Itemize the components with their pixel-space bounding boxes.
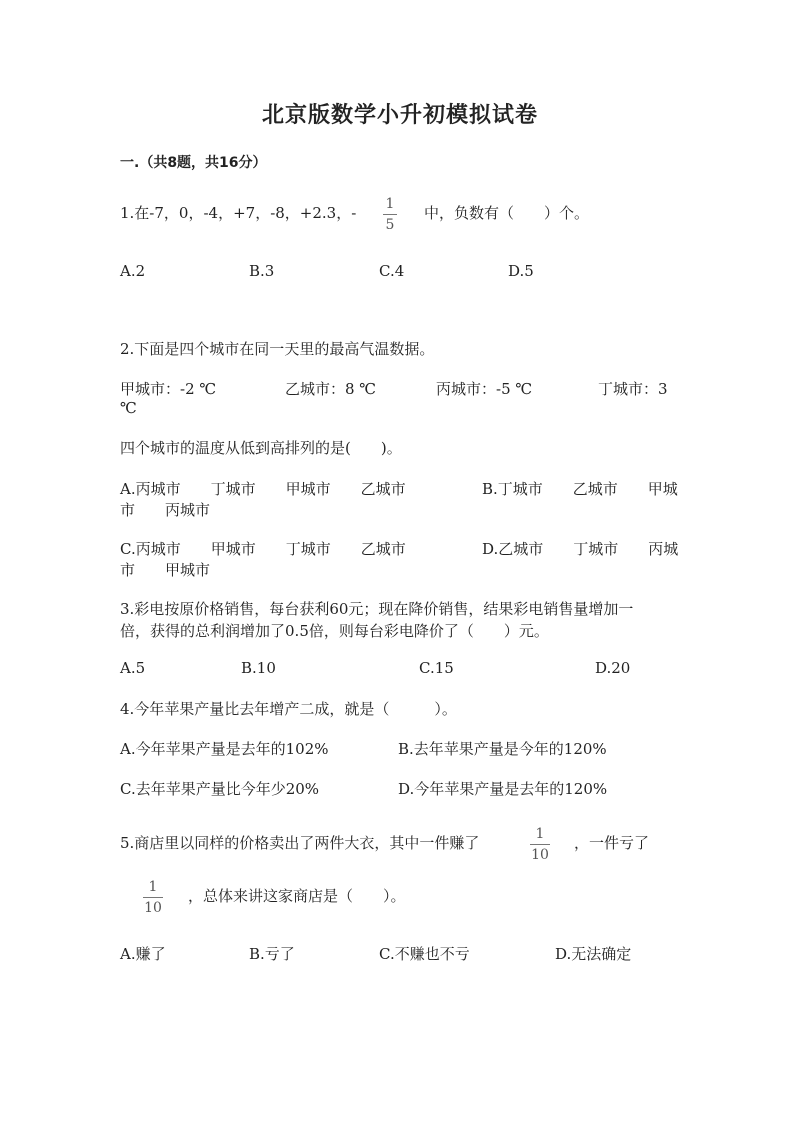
q5-part-3: ，总体来讲这家商店是（ ）。 <box>188 887 406 905</box>
q3-option-a[interactable]: A.5 <box>120 659 146 677</box>
q4-option-d[interactable]: D.今年苹果产量是去年的120% <box>398 780 608 798</box>
q1-text-after: 中，负数有（ ）个。 <box>424 204 590 222</box>
q1-fraction <box>383 196 397 233</box>
q5-option-a[interactable]: A.赚了 <box>120 945 166 963</box>
q2-option-b-wrap: 市 丙城市 <box>120 501 211 519</box>
q2-city-ding: 丁城市：3 <box>598 380 668 398</box>
q1-option-c[interactable]: C.4 <box>379 262 405 280</box>
q3-option-c[interactable]: C.15 <box>419 659 454 677</box>
q2-option-c[interactable]: C.丙城市 甲城市 丁城市 乙城市 <box>120 540 406 558</box>
section-heading: 一.（共8题，共16分） <box>120 155 267 171</box>
q4-stem: 4.今年苹果产量比去年增产二成，就是（ ）。 <box>120 700 457 718</box>
q2-stem: 2.下面是四个城市在同一天里的最高气温数据。 <box>120 340 435 358</box>
q3-option-d[interactable]: D.20 <box>595 659 631 677</box>
q5-fraction-2 <box>143 879 163 916</box>
q5-fraction-1 <box>530 826 550 863</box>
q2-option-b[interactable]: B.丁城市 乙城市 甲城 <box>482 480 678 498</box>
fraction-numerator: 1 <box>535 826 545 842</box>
q5-part-2: ，一件亏了 <box>574 834 650 852</box>
q1-option-a[interactable]: A.2 <box>120 262 146 280</box>
q2-option-d[interactable]: D.乙城市 丁城市 丙城 <box>482 540 679 558</box>
q5-option-c[interactable]: C.不赚也不亏 <box>379 945 470 963</box>
fraction-numerator: 1 <box>385 196 395 212</box>
q4-option-b[interactable]: B.去年苹果产量是今年的120% <box>398 740 607 758</box>
fraction-bar <box>143 897 163 898</box>
fraction-denominator: 10 <box>144 900 162 916</box>
q2-city-ding-unit: ℃ <box>120 399 137 417</box>
q2-question: 四个城市的温度从低到高排列的是( )。 <box>120 439 402 457</box>
q1-option-d[interactable]: D.5 <box>508 262 534 280</box>
q2-city-bing: 丙城市：-5 ℃ <box>436 380 533 398</box>
q5-option-b[interactable]: B.亏了 <box>249 945 295 963</box>
q4-option-c[interactable]: C.去年苹果产量比今年少20% <box>120 780 320 798</box>
q2-city-yi: 乙城市：8 ℃ <box>285 380 377 398</box>
q4-option-a[interactable]: A.今年苹果产量是去年的102% <box>120 740 329 758</box>
q3-line-2: 倍，获得的总利润增加了0.5倍，则每台彩电降价了（ ）元。 <box>120 622 549 640</box>
q2-option-d-wrap: 市 甲城市 <box>120 561 211 579</box>
q2-city-jia: 甲城市：-2 ℃ <box>120 380 217 398</box>
fraction-bar <box>383 214 397 215</box>
q1-option-b[interactable]: B.3 <box>249 262 275 280</box>
q5-part-1: 5.商店里以同样的价格卖出了两件大衣，其中一件赚了 <box>120 834 480 852</box>
q3-option-b[interactable]: B.10 <box>241 659 276 677</box>
q5-option-d[interactable]: D.无法确定 <box>555 945 632 963</box>
q3-line-1: 3.彩电按原价格销售，每台获利60元；现在降价销售，结果彩电销售量增加一 <box>120 600 634 618</box>
fraction-bar <box>530 844 550 845</box>
fraction-numerator: 1 <box>148 879 158 895</box>
q2-option-a[interactable]: A.丙城市 丁城市 甲城市 乙城市 <box>120 480 406 498</box>
fraction-denominator: 10 <box>531 847 549 863</box>
page-title: 北京版数学小升初模拟试卷 <box>261 103 538 128</box>
q1-text-before: 1.在-7，0，-4，+7，-8，+2.3，- <box>120 204 357 222</box>
fraction-denominator: 5 <box>385 217 395 233</box>
